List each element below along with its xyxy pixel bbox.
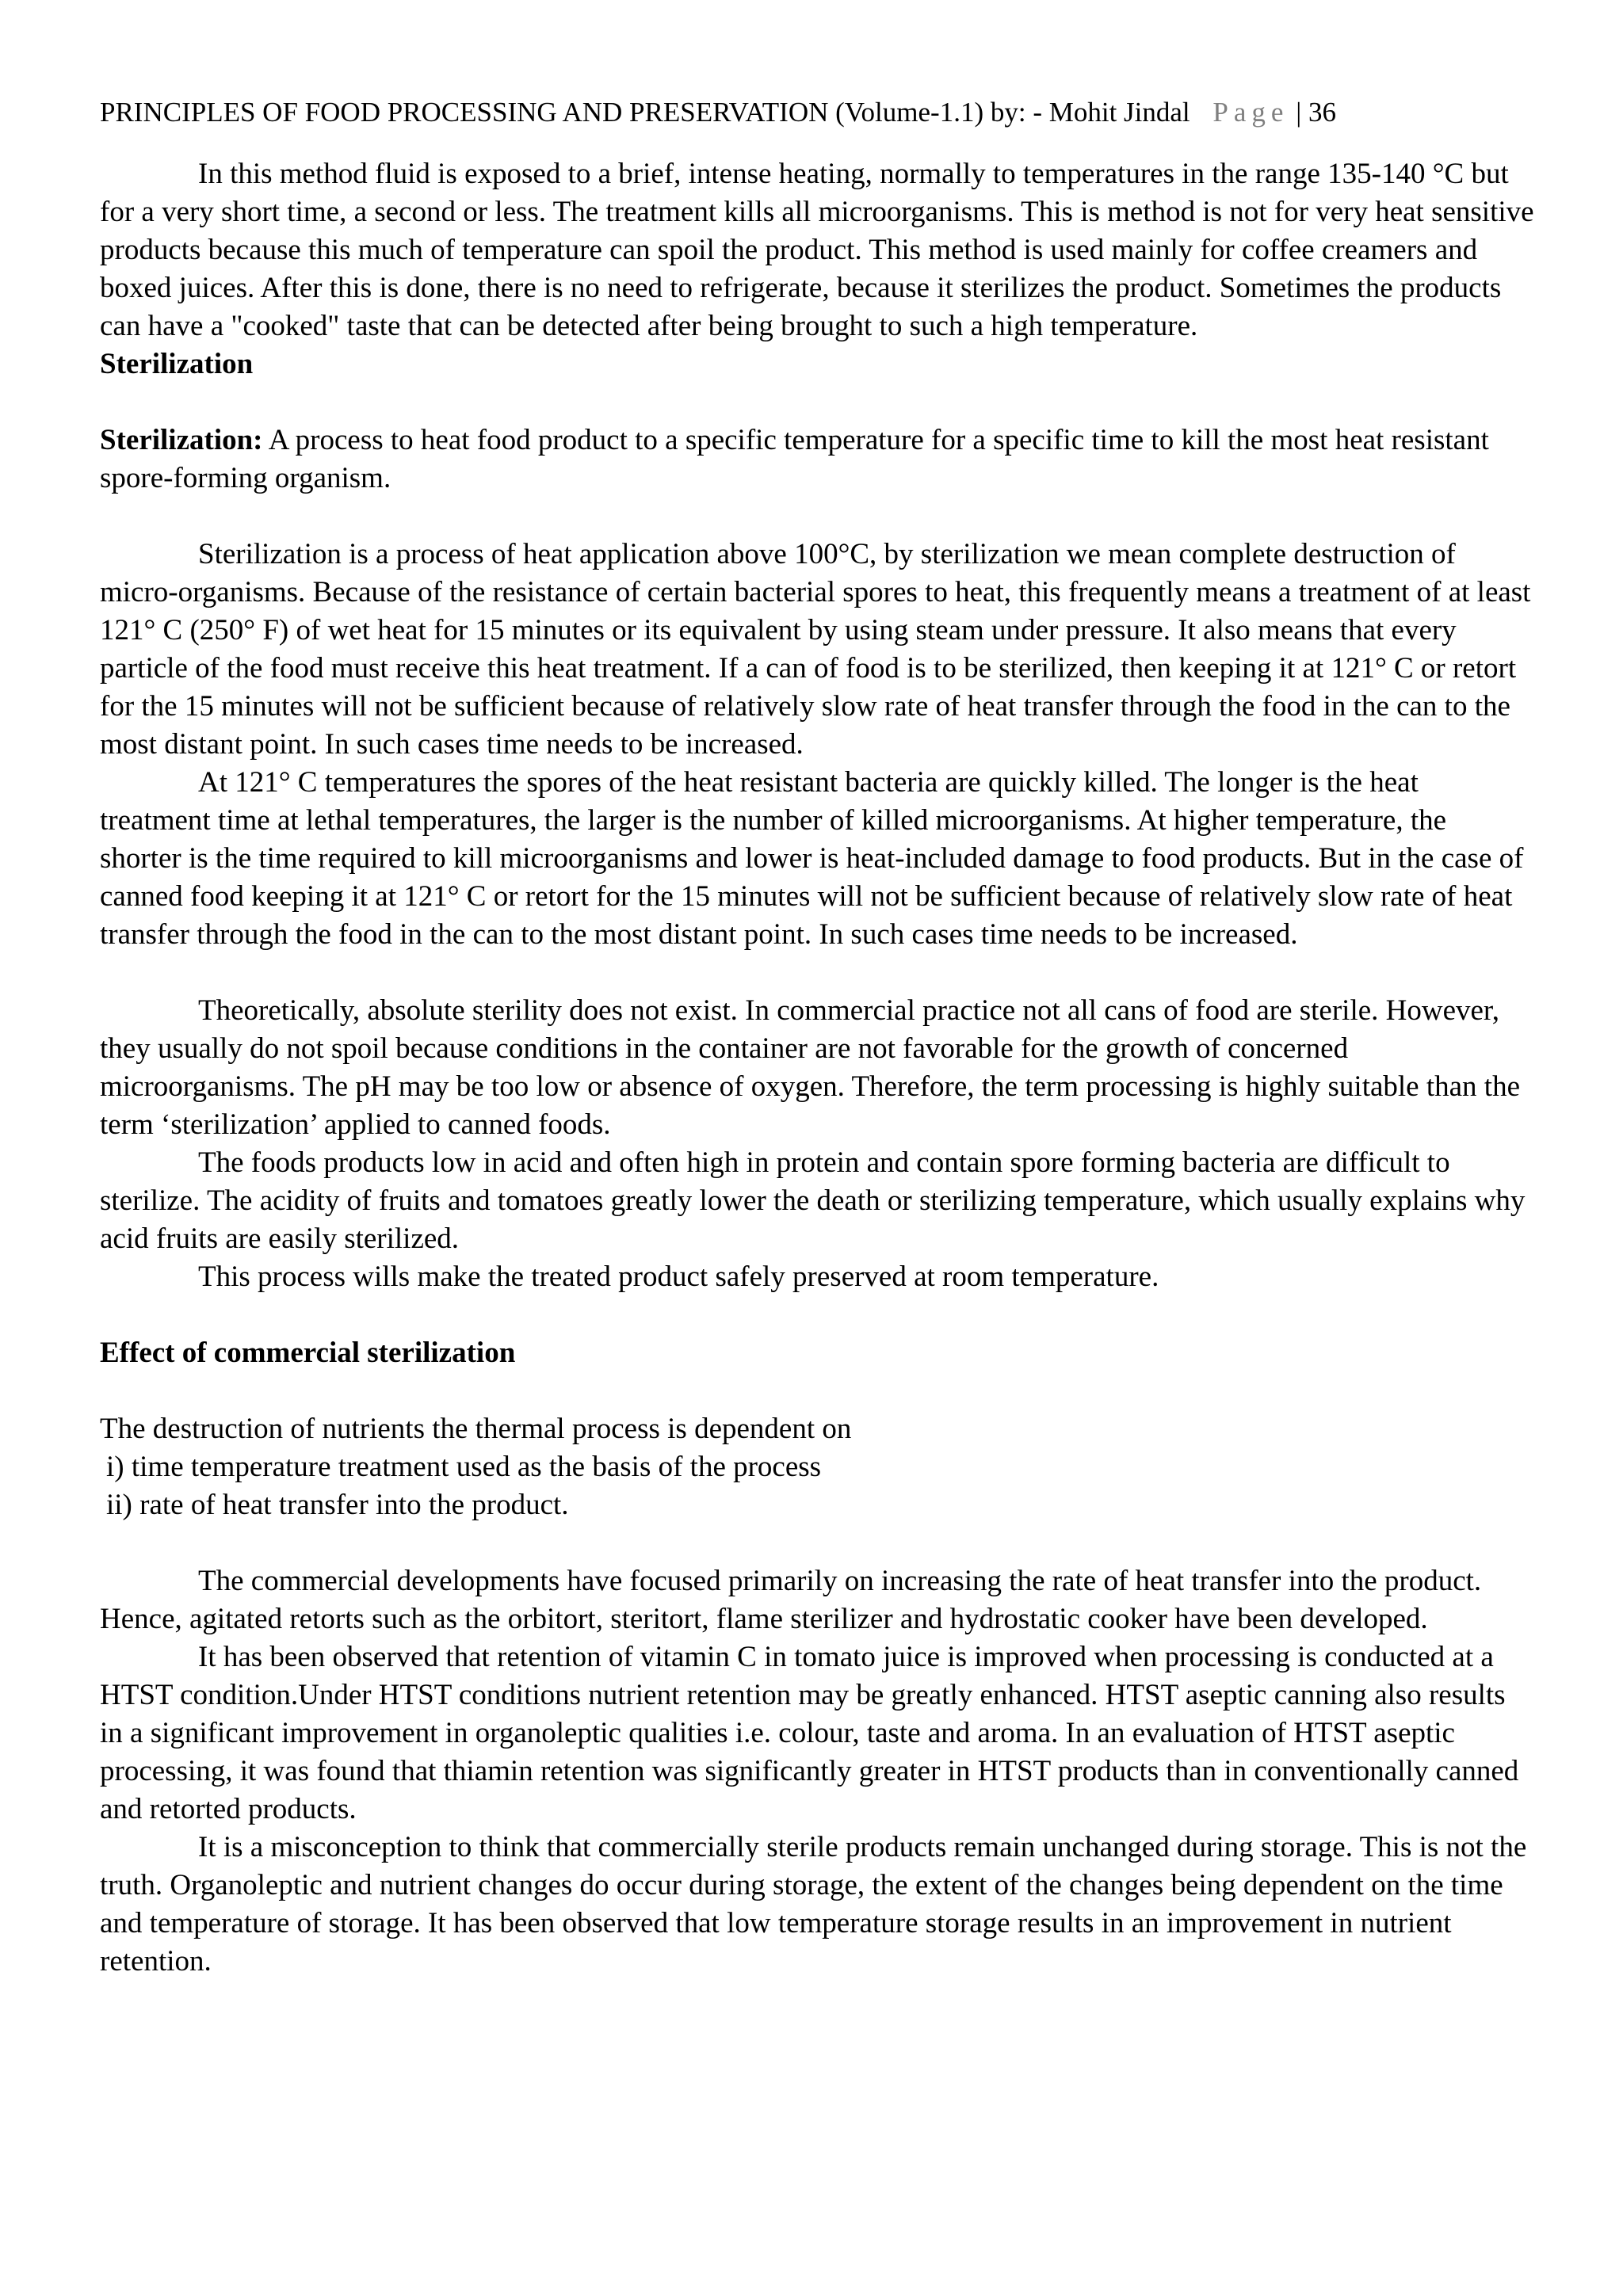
spacer <box>100 383 1534 421</box>
spacer <box>100 1372 1534 1410</box>
paragraph-commercial-developments: The commercial developments have focused primarily on increasing the rate of heat transfer into the product. Hence, agitated retorts such as the orbitort, steritort, flame sterilizer and hydrostatic cooker have been developed. <box>100 1565 1482 1635</box>
spacer <box>100 498 1534 536</box>
document-page <box>100 93 1534 1981</box>
heading-sterilization: Sterilization <box>100 348 254 380</box>
header-page-number: | 36 <box>1296 97 1336 128</box>
paragraph-uht-method: In this method fluid is exposed to a brief, intense heating, normally to temperatures in the range 135-140 °C but for a very short time, a second or less. The treatment kills all microorganisms. This is method is not for very heat sensitive products because this much of temperature can spoil the product. This method is used mainly for coffee creamers and boxed juices. After this is done, there is no need to refrigerate, because it sterilizes the product. Sometimes the products can have a "cooked" taste that can be detected after being brought to such a high temperature. <box>100 158 1534 342</box>
paragraph-sterilization-definition <box>100 421 1534 498</box>
paragraph-vitamin-c-retention: It has been observed that retention of vitamin C in tomato juice is improved when processing is conducted at a HTST condition.Under HTST conditions nutrient retention may be greatly enhanced. HTST aseptic canning also results in a significant improvement in organoleptic qualities i.e. colour, taste and aroma. In an evaluation of HTST aseptic processing, it was found that thiamin retention was significantly greater in HTST products than in conventionally canned and retorted products. <box>100 1641 1519 1825</box>
paragraph-nutrient-destruction: The destruction of nutrients the thermal process is dependent on <box>100 1413 852 1445</box>
spacer <box>100 954 1534 992</box>
paragraph-low-acid-foods: The foods products low in acid and often high in protein and contain spore forming bacteria are difficult to sterilize. The acidity of fruits and tomatoes greatly lower the death or sterilizing temperature, which usually explains why acid fruits are easily sterilized. <box>100 1146 1526 1255</box>
paragraph-lethal-temperature: At 121° C temperatures the spores of the heat resistant bacteria are quickly killed. The longer is the heat treatment time at lethal temperatures, the larger is the number of killed microorganisms. At higher temperature, the shorter is the time required to kill microorganisms and lower is heat-included damage to food products. But in the case of canned food keeping it at 121° C or retort for the 15 minutes will not be sufficient because of relatively slow rate of heat transfer through the food in the can to the most distant point. In such cases time needs to be increased. <box>100 766 1524 951</box>
definition-text: A process to heat food product to a specific temperature for a specific time to kill the most heat resistant spore-forming organism. <box>100 424 1489 494</box>
paragraph-room-temperature: This process wills make the treated product safely preserved at room temperature. <box>198 1261 1159 1293</box>
header-page-word: Page <box>1212 97 1289 128</box>
header-title: PRINCIPLES OF FOOD PROCESSING AND PRESERVATION (Volume-1.1) by: - Mohit Jindal <box>100 97 1190 128</box>
spacer <box>100 1524 1534 1562</box>
paragraph-absolute-sterility: Theoretically, absolute sterility does not exist. In commercial practice not all cans of food are sterile. However, they usually do not spoil because conditions in the container are not favorable for the growth of concerned microorganisms. The pH may be too low or absence of oxygen. Therefore, the term processing is highly suitable than the term ‘sterilization’ applied to canned foods. <box>100 994 1521 1141</box>
list-item: ii) rate of heat transfer into the product. <box>106 1489 569 1521</box>
heading-effect-commercial-sterilization: Effect of commercial sterilization <box>100 1337 516 1369</box>
paragraph-sterilization-process: Sterilization is a process of heat application above 100°C, by sterilization we mean complete destruction of micro-organisms. Because of the resistance of certain bacterial spores to heat, this frequently means a treatment of at least 121° C (250° F) of wet heat for 15 minutes or its equivalent by using steam under pressure. It also means that every particle of the food must receive this heat treatment. If a can of food is to be sterilized, then keeping it at 121° C or retort for the 15 minutes will not be sufficient because of relatively slow rate of heat transfer through the food in the can to the most distant point. In such cases time needs to be increased. <box>100 538 1531 761</box>
list-item: i) time temperature treatment used as the basis of the process <box>106 1451 822 1483</box>
spacer <box>100 1296 1534 1334</box>
document-body <box>100 155 1534 1981</box>
definition-term: Sterilization: <box>100 424 263 456</box>
paragraph-storage-changes: It is a misconception to think that commercially sterile products remain unchanged during storage. This is not the truth. Organoleptic and nutrient changes do occur during storage, the extent of the changes being dependent on the time and temperature of storage. It has been observed that low temperature storage results in an improvement in nutrient retention. <box>100 1831 1527 1978</box>
page-header <box>100 93 1534 132</box>
